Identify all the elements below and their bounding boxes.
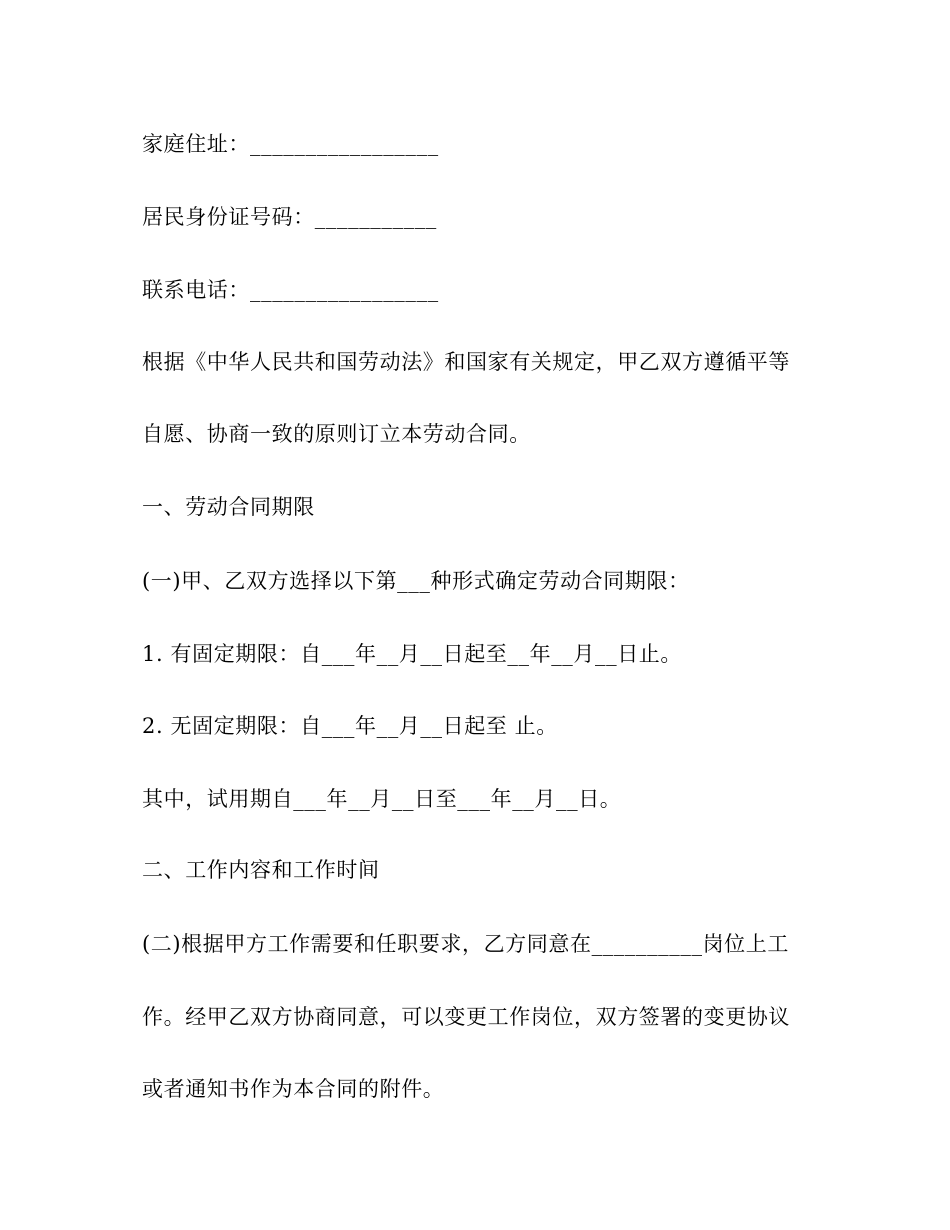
clause-2-line-1: (二)根据甲方工作需要和任职要求，乙方同意在__________岗位上工 bbox=[142, 932, 789, 956]
section-1-heading: 一、劳动合同期限 bbox=[142, 495, 315, 519]
id-number-line: 居民身份证号码：___________ bbox=[142, 205, 437, 229]
clause-2-line-3: 或者通知书作为本合同的附件。 bbox=[142, 1077, 445, 1101]
clause-2-line-2: 作。经甲乙双方协商同意，可以变更工作岗位，双方签署的变更协议 bbox=[142, 1005, 790, 1029]
section-2-heading: 二、工作内容和工作时间 bbox=[142, 858, 380, 882]
clause-1-line: (一)甲、乙双方选择以下第___种形式确定劳动合同期限： bbox=[142, 569, 690, 593]
phone-line: 联系电话：_________________ bbox=[142, 278, 439, 302]
fixed-term-line: 1. 有固定期限：自___年__月__日起至__年__月__日止。 bbox=[142, 642, 683, 666]
preamble-line-1: 根据《中华人民共和国劳动法》和国家有关规定，甲乙双方遵循平等 bbox=[142, 350, 790, 374]
open-term-line: 2. 无固定期限：自___年__月__日起至 止。 bbox=[142, 714, 558, 738]
home-address-line: 家庭住址：_________________ bbox=[142, 132, 439, 156]
probation-line: 其中，试用期自___年__月__日至___年__月__日。 bbox=[142, 787, 622, 811]
preamble-line-2: 自愿、协商一致的原则订立本劳动合同。 bbox=[142, 422, 531, 446]
